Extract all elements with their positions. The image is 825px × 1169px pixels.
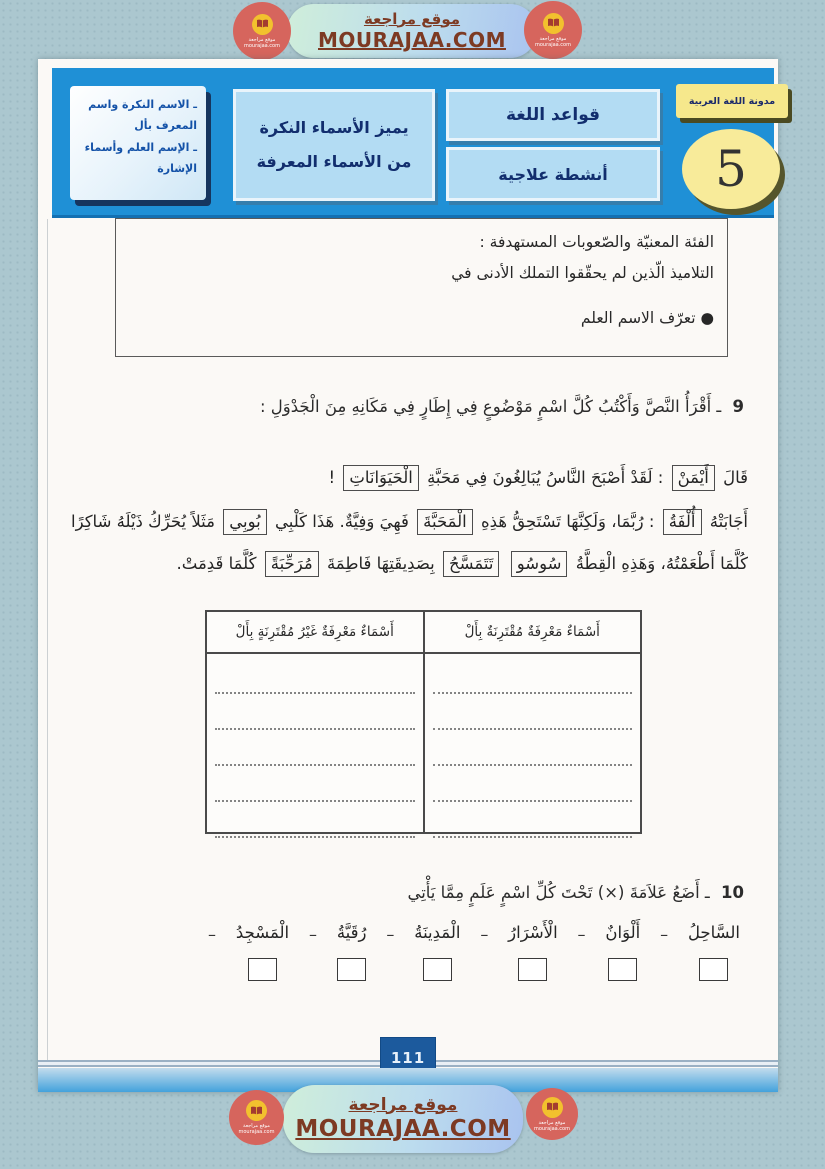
scope-line-2: ـ الإسم العلم وأسماء الإشارة: [84, 140, 197, 176]
objective-line-1: يميز الأسماء النكرة: [259, 118, 409, 138]
word-separator: –: [660, 925, 669, 944]
answer-line[interactable]: [215, 658, 415, 694]
story-line-1: [70, 457, 748, 499]
scope-line-1: ـ الاسم النكرة واسم المعرف بأل: [88, 98, 197, 133]
activity-type-box: [446, 147, 660, 201]
word-separator: –: [308, 925, 317, 944]
table-body: [207, 654, 640, 834]
answer-checkbox[interactable]: [423, 958, 452, 981]
exercise9-text: [70, 457, 748, 587]
open-book-icon: [256, 19, 269, 29]
story-segment: فَهِيَ وَفِيَّةٌ. هَذَا كَلْبِي: [274, 512, 409, 531]
framed-noun: أُلْفَةُ: [663, 509, 702, 535]
answer-checkbox[interactable]: [699, 958, 728, 981]
story-segment: بِصَدِيقَتِهَا فَاطِمَةَ: [326, 554, 435, 573]
framed-noun: مُرَحِّبَةً: [265, 551, 319, 577]
difficulties-bullet: ● تعرّف الاسم العلم: [580, 309, 714, 327]
blog-badge: مدونة اللغة العربية: [676, 84, 788, 118]
top-banner: [287, 4, 537, 58]
story-segment: : رُبَّمَا، وَلَكِنَّهَا تَسْتَحِقُّ هَذِهِ: [481, 512, 655, 531]
logo-caption-arabic: موقع مراجعة: [243, 1123, 270, 1129]
word-unit: [337, 923, 367, 981]
exercise10-instruction: ـ أَضَعُ عَلاَمَةَ (×) تَحْتَ كُلِّ اسْمٍ عَلَمٍ مِمَّا يَأْتِي: [407, 883, 710, 902]
table-header-with-al: أَسْمَاءٌ مَعْرِفَةٌ مُقْتَرِنَةٌ بِأَلْ: [423, 612, 641, 652]
story-segment: كُلَّمَا قَدِمَتْ.: [176, 554, 257, 573]
objective-line-2: من الأسماء المعرفة: [256, 152, 412, 171]
candidate-word: رُقَيَّةُ: [336, 923, 367, 942]
open-book-icon: [547, 18, 560, 28]
exercise10-heading: [78, 883, 744, 902]
exercise10-number: 10: [721, 883, 744, 902]
framed-noun: سُوسُو: [511, 551, 568, 577]
framed-noun: بُوبِي: [223, 509, 266, 535]
answer-checkbox[interactable]: [337, 958, 366, 981]
word-unit: [508, 923, 557, 981]
story-segment: مَثَلاً يُحَرِّكُ ذَيْلَهُ شَاكِرًا كُلَّمَا أَطْعَمْتُهُ، وَهَذِهِ الْقِطَّةُ: [71, 512, 748, 573]
answer-checkbox[interactable]: [608, 958, 637, 981]
exercise9-number: 9: [732, 397, 744, 416]
framed-noun: أَيْمَنْ: [672, 465, 715, 491]
table-header-row: [207, 612, 640, 654]
framed-noun: الْحَيَوَانَاتِ: [343, 465, 419, 491]
site-url[interactable]: MOURAJAA.COM: [318, 28, 506, 53]
exercise9-heading: [78, 397, 744, 416]
answer-checkbox[interactable]: [518, 958, 547, 981]
book-logo-icon: [542, 1097, 563, 1118]
story-segment: !: [328, 468, 336, 487]
word-unit: [236, 923, 289, 981]
table-column-with-al: [423, 654, 641, 834]
logo-caption-url: mourajaa.com: [238, 1129, 275, 1135]
page-number: 111: [390, 1049, 426, 1067]
worksheet-page: [38, 59, 778, 1092]
word-separator: –: [577, 925, 586, 944]
classification-table: [205, 610, 642, 834]
logo-caption-arabic: موقع مراجعة: [539, 35, 567, 42]
answer-line[interactable]: [433, 730, 633, 766]
subject-box: [446, 89, 660, 141]
candidate-word: الْمَسْجِدُ: [235, 923, 290, 942]
answer-line[interactable]: [433, 802, 633, 838]
framed-noun: تَتَمَسَّحُ: [443, 551, 499, 577]
answer-line[interactable]: [215, 694, 415, 730]
activity-label: أنشطة علاجية: [498, 164, 608, 184]
open-book-icon: [546, 1102, 559, 1112]
story-segment: قَالَ: [723, 468, 748, 487]
candidate-word: الْأَسْرَارُ: [508, 923, 558, 942]
logo-caption-url: mourajaa.com: [534, 41, 571, 48]
story-segment: : لَقَدْ أَصْبَحَ النَّاسُ يُبَالِغُونَ فِي مَحَبَّةِ: [427, 468, 664, 487]
table-column-without-al: [207, 654, 423, 834]
lesson-objective-box: [233, 89, 435, 201]
open-book-icon: [250, 1106, 263, 1116]
target-difficulties-box: [115, 218, 728, 357]
lesson-scope-note: [70, 86, 206, 200]
answer-line[interactable]: [215, 730, 415, 766]
answer-line[interactable]: [215, 766, 415, 802]
framed-noun: الْمَحَبَّةَ: [417, 509, 473, 535]
exercise10-words-row: [208, 923, 740, 981]
logo-caption-arabic: موقع مراجعة: [248, 36, 276, 43]
word-separator: –: [480, 925, 489, 944]
difficulties-title: الفئة المعنيّة والصّعوبات المستهدفة :: [479, 233, 714, 251]
word-separator: –: [386, 925, 395, 944]
answer-line[interactable]: [433, 694, 633, 730]
unit-number: 5: [715, 140, 747, 198]
site-title-arabic[interactable]: موقع مراجعة: [348, 1094, 458, 1115]
candidate-word: السَّاحِلُ: [687, 923, 740, 942]
book-logo-icon: [252, 14, 273, 35]
site-logo-top-right: [524, 1, 582, 59]
answer-line[interactable]: [433, 766, 633, 802]
site-url[interactable]: MOURAJAA.COM: [295, 1115, 511, 1142]
logo-caption-arabic: موقع مراجعة: [538, 1119, 566, 1126]
table-header-without-al: أَسْمَاءٌ مَعْرِفَةٌ غَيْرُ مُقْتَرِنَةٍ بِأَلْ: [235, 624, 394, 640]
header-band: [52, 68, 774, 218]
exercise9-instruction: ـ أَقْرَأُ النَّصَّ وَأَكْتُبُ كُلَّ اسْمٍ مَوْضُوعٍ فِي إِطَارٍ فِي مَكَانِهِ مِنَ الْجَدْوَلِ :: [259, 397, 722, 416]
answer-line[interactable]: [215, 802, 415, 838]
bottom-banner: [283, 1085, 523, 1153]
answer-line[interactable]: [433, 658, 633, 694]
word-separator: –: [208, 925, 217, 944]
word-unit: [605, 923, 640, 981]
word-unit: [414, 923, 460, 981]
site-logo-bottom-left: [229, 1090, 284, 1145]
site-logo-top-left: [233, 2, 291, 60]
difficulties-audience: التلاميذ الّذين لم يحقّقوا التملك الأدنى في: [451, 264, 714, 282]
candidate-word: أَلْوَانٌ: [605, 923, 641, 942]
candidate-word: الْمَدِينَةُ: [414, 923, 461, 942]
subject-label: قواعد اللغة: [505, 105, 601, 125]
word-unit: [688, 923, 740, 981]
book-logo-icon: [543, 13, 564, 34]
story-line-2: [70, 501, 748, 585]
page-scan-edge: [47, 219, 48, 1062]
site-title-arabic[interactable]: موقع مراجعة: [363, 9, 461, 28]
book-logo-icon: [246, 1100, 267, 1121]
logo-caption-url: mourajaa.com: [533, 1125, 570, 1132]
logo-caption-url: mourajaa.com: [243, 42, 280, 49]
answer-checkbox[interactable]: [248, 958, 277, 981]
site-logo-bottom-right: [526, 1088, 578, 1140]
story-segment: أَجَابَتْهُ: [709, 512, 748, 531]
unit-number-badge: [682, 129, 780, 209]
